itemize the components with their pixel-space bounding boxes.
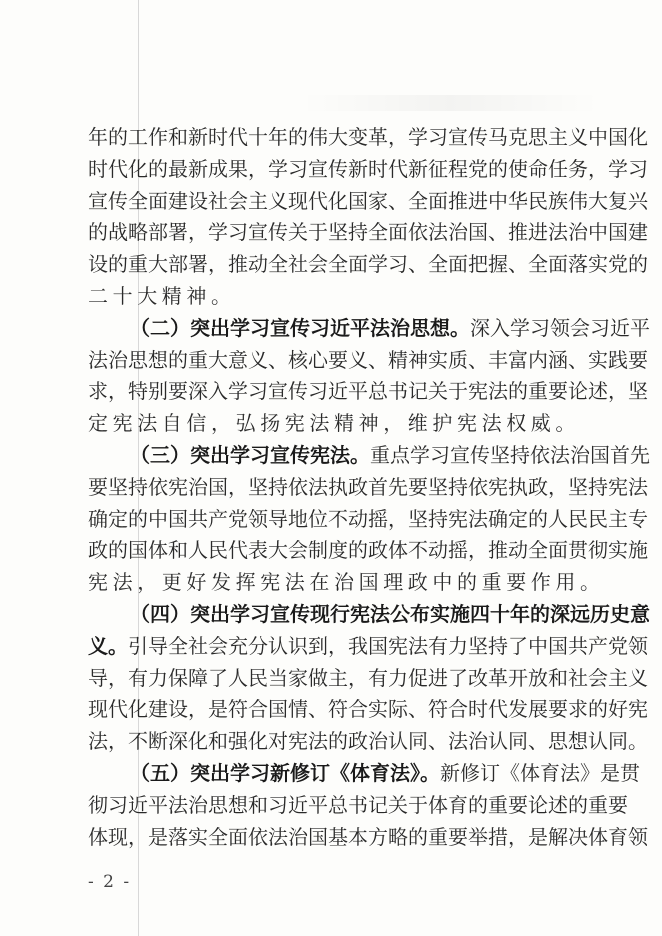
body-text: 法治思想的重大意义、核心要义、精神实质、丰富内涵、实践要 xyxy=(88,347,648,372)
text-line xyxy=(88,822,648,852)
body-text: 法，不断深化和强化对宪法的政治认同、法治认同、思想认同。 xyxy=(88,729,648,754)
body-text: 确定的中国共产党领导地位不动摇，坚持宪法确定的人民民主专 xyxy=(88,506,648,531)
body-text: 定宪法自信，弘扬宪法精神，维护宪法权威。 xyxy=(88,411,580,436)
body-text: 年的工作和新时代十年的伟大变革，学习宣传马克思主义中国化 xyxy=(88,125,648,149)
body-text: 导，有力保障了人民当家做主，有力促进了改革开放和社会主义 xyxy=(88,665,648,690)
body-text: 时代化的最新成果，学习宣传新时代新征程党的使命任务，学习 xyxy=(88,156,648,181)
text-line xyxy=(88,408,580,438)
text-line xyxy=(88,790,628,820)
text-line xyxy=(88,122,648,152)
text-line xyxy=(88,631,648,661)
body-text: 求，特别要深入学习宣传习近平总书记关于宪法的重要论述，坚 xyxy=(88,379,648,404)
text-line xyxy=(88,726,648,756)
body-text: 二十大精神。 xyxy=(88,284,236,308)
body-text: 引导全社会充分认识到，我国宪法有力坚持了中国共产党领 xyxy=(128,633,648,658)
body-text: 设的重大部署，推动全社会全面学习、全面把握、全面落实党的 xyxy=(88,252,648,277)
text-line xyxy=(88,663,648,693)
text-line xyxy=(88,694,648,724)
section-heading: 义。 xyxy=(88,633,128,658)
body-text: 宣传全面建设社会主义现代化国家、全面推进中华民族伟大复兴 xyxy=(88,188,648,213)
section-heading: （四）突出学习宣传现行宪法公布实施四十年的深远历史意 xyxy=(130,602,650,626)
scan-smudge xyxy=(300,95,600,111)
body-text: 体现，是落实全面依法治国基本方略的重要举措，是解决体育领 xyxy=(88,824,648,849)
text-line xyxy=(88,567,605,597)
text-line xyxy=(88,504,648,534)
text-line xyxy=(88,217,648,247)
text-line xyxy=(88,249,648,279)
body-text: 宪法，更好发挥宪法在治国理政中的重要作用。 xyxy=(88,570,605,595)
text-line xyxy=(88,281,560,311)
section-heading: （五）突出学习新修订《体育法》。 xyxy=(130,761,440,785)
page-number: - 2 - xyxy=(88,872,132,892)
section-heading: （三）突出学习宣传宪法。 xyxy=(130,443,370,467)
text-line xyxy=(130,313,650,343)
text-line xyxy=(130,440,650,470)
body-text: 新修订《体育法》是贯 xyxy=(440,761,640,785)
body-text: 彻习近平法治思想和习近平总书记关于体育的重要论述的重要 xyxy=(88,792,628,817)
text-line xyxy=(88,376,648,406)
body-text: 政的国体和人民代表大会制度的政体不动摇，推动全面贯彻实施 xyxy=(88,538,648,563)
body-text: 现代化建设，是符合国情、符合实际、符合时代发展要求的好宪 xyxy=(88,697,648,722)
text-line xyxy=(88,345,648,375)
body-text: 重点学习宣传坚持依法治国首先 xyxy=(370,443,650,467)
section-heading: （二）突出学习宣传习近平法治思想。 xyxy=(130,315,470,340)
text-line xyxy=(130,599,650,629)
text-line xyxy=(88,472,648,502)
text-line xyxy=(88,154,648,184)
body-text: 要坚持依宪治国，坚持依法执政首先要坚持依宪执政，坚持宪法 xyxy=(88,474,648,499)
text-line xyxy=(130,758,640,788)
text-line xyxy=(88,186,648,216)
text-line xyxy=(88,535,648,565)
body-text: 的战略部署，学习宣传关于坚持全面依法治国、推进法治中国建 xyxy=(88,220,648,245)
body-text: 深入学习领会习近平 xyxy=(470,315,650,340)
